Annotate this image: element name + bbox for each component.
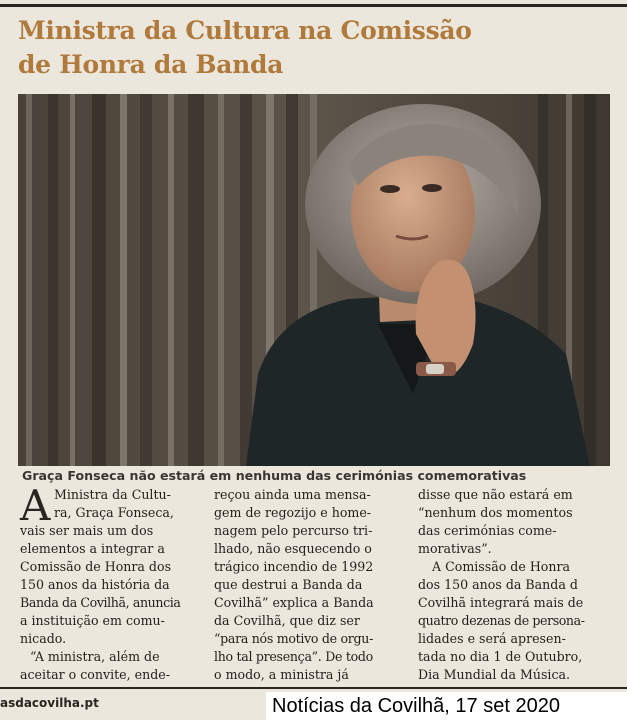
text-line: elementos a integrar a [20,541,165,556]
text-line: aceitar o convite, ende- [20,667,170,682]
text-line: “para nós motivo de orgu- [214,631,374,646]
text-line: Dia Mundial da Música. [418,667,571,682]
article-column-2 [214,486,410,684]
text-line: lidades e será apresen- [418,631,566,646]
text-line: quatro dezenas de persona- [418,613,585,628]
text-line: Banda da Covilhã, anuncia [20,595,181,610]
headline-line-1: Ministra da Cultura na Comissão [18,16,472,45]
article-column-3 [418,486,614,684]
text-line: tada no dia 1 de Outubro, [418,649,583,664]
text-line: nagem pelo percurso tri- [214,523,373,538]
portrait-photo-illustration [18,94,610,466]
text-line: ra, Graça Fonseca, [54,505,174,520]
text-line: nicado. [20,631,67,646]
article-column-1 [20,481,206,684]
text-line: das cerimónias come- [418,523,557,538]
text-line: gem de regozijo e home- [214,505,372,520]
dropcap: A [20,481,51,530]
photo-caption: Graça Fonseca não estará em nenhuma das cerimónias comemorativas [22,468,527,483]
text-line: que destrui a Banda da [214,577,363,592]
text-line: a instituição em comu- [20,613,165,628]
footer-website: asdacovilha.pt [0,696,99,710]
article-photo [18,94,610,466]
bottom-rule [0,687,627,689]
text-line: da Covilhã, que diz ser [214,613,360,628]
source-stamp: Notícias da Covilhã, 17 set 2020 [272,695,560,717]
text-line: lhado, não esquecendo o [214,541,372,556]
article-headline [18,14,618,82]
text-line: trágico incendio de 1992 [214,559,374,574]
text-line: morativas”. [418,541,492,556]
text-line: reçou ainda uma mensa- [214,487,371,502]
text-line: Covilhã” explica a Banda [214,595,374,610]
text-line: “A ministra, além de [30,649,160,664]
text-line: disse que não estará em [418,487,573,502]
top-rule [0,4,627,7]
text-line: A Comissão de Honra [432,559,571,574]
text-line: o modo, a ministra já [214,667,349,682]
text-line: 150 anos da história da [20,577,170,592]
text-line: lho tal presença”. De todo [214,649,373,664]
text-line: “nenhum dos momentos [418,505,573,520]
text-line: vais ser mais um dos [20,523,154,538]
text-line: Covilhã integrará mais de [418,595,584,610]
text-line: Ministra da Cultu- [54,487,171,502]
text-line: dos 150 anos da Banda d [418,577,578,592]
headline-line-2: de Honra da Banda [18,50,284,79]
text-line: Comissão de Honra dos [20,559,172,574]
